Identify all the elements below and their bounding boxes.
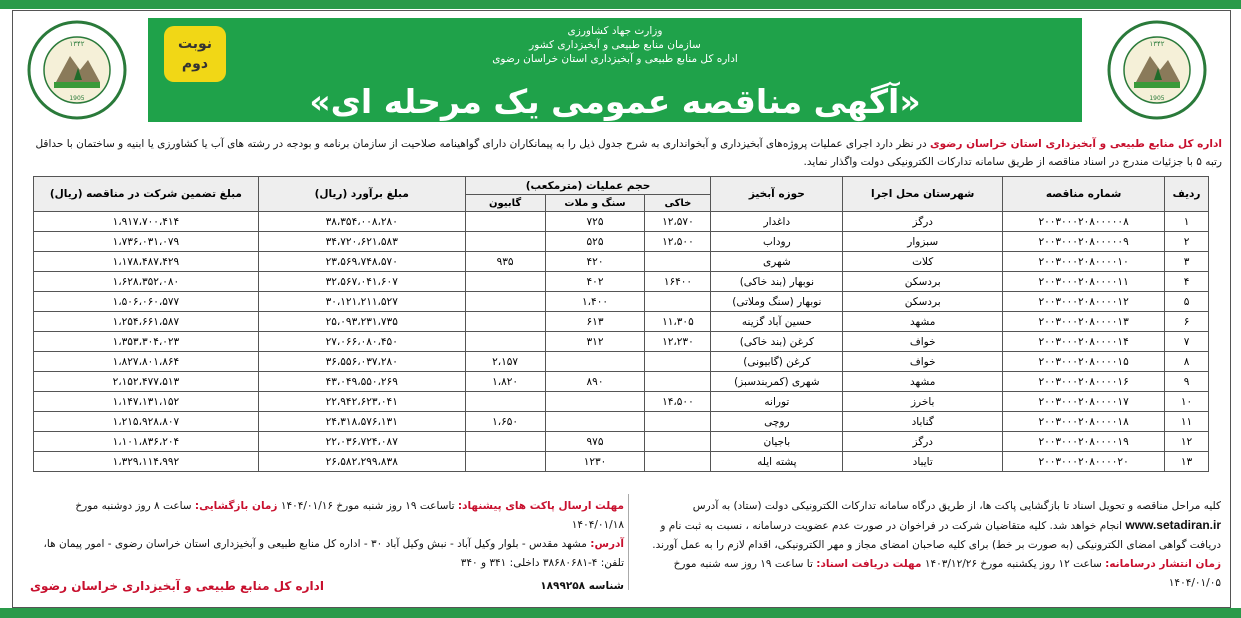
round-badge: [164, 26, 226, 82]
cell-gabion: ۲،۱۵۷: [465, 352, 545, 372]
cell-estimate: ۲۴،۳۱۸،۵۷۶،۱۳۱: [258, 412, 465, 432]
cell-basin: کرغن (گابیونی): [711, 352, 843, 372]
cell-stone: ۳۱۲: [545, 332, 645, 352]
cell-gabion: [465, 232, 545, 252]
cell-earth: ۱۱،۳۰۵: [645, 312, 711, 332]
cell-row-number: ۱۲: [1165, 432, 1209, 452]
cell-gabion: ۹۳۵: [465, 252, 545, 272]
footer-org-name: اداره کل منابع طبیعی و آبخیزداری خراسان رضوی: [30, 579, 324, 593]
cell-guarantee: ۲،۱۵۲،۴۷۷،۵۱۳: [34, 372, 259, 392]
cell-tender-number: ۲۰۰۳۰۰۰۲۰۸۰۰۰۰۱۰: [1003, 252, 1165, 272]
header-gabion: گابیون: [465, 195, 545, 212]
procedure-text-2: انجام خواهد شد. کلیه متقاضیان شرکت در فراخوان در صورت عدم عضویت درسامانه ، نسبت به ثبت نام و دریافت گواهی امضای الکترونیکی (به صورت بر خط) برای کلیه صاحبان امضای مجاز و مهر الکترونیکی، اقدام لازم را به عمل آورند.: [652, 520, 1221, 551]
header-tender-number: شماره مناقصه: [1003, 177, 1165, 212]
intro-text: در نظر دارد اجرای عملیات پروژه‌های آبخیزداری و آبخوانداری به شرح جدول ذیل را به پیمانکاران دارای گواهینامه صلاحیت از سازمان برنامه و بودجه در رشته های آب یا کشاورزی یا ابنیه و ساختمان با حداقل رتبه ۵ با جزئیات مندرج در اسناد مناقصه از طریق سامانه تدارکات الکترونیکی دولت واگذار نماید.: [35, 138, 1222, 168]
opening-time-label: زمان بازگشایی:: [194, 500, 278, 512]
tender-table: [33, 176, 1209, 472]
header-guarantee: مبلغ تضمین شرکت در مناقصه (ریال): [34, 177, 259, 212]
cell-estimate: ۳۶،۵۵۶،۰۳۷،۲۸۰: [258, 352, 465, 372]
table-row: [34, 292, 1209, 312]
cell-guarantee: ۱،۷۳۶،۰۳۱،۰۷۹: [34, 232, 259, 252]
footer-row: [30, 577, 624, 596]
document-deadline-label: مهلت دریافت اسناد:: [816, 558, 922, 570]
intro-paragraph: [22, 135, 1222, 171]
cell-city: باخرز: [843, 392, 1003, 412]
banner-org-lines: [148, 24, 1082, 66]
cell-tender-number: ۲۰۰۳۰۰۰۲۰۸۰۰۰۰۱۳: [1003, 312, 1165, 332]
cell-gabion: [465, 292, 545, 312]
cell-tender-number: ۲۰۰۳۰۰۰۲۰۸۰۰۰۰۱۲: [1003, 292, 1165, 312]
header-earth: خاکی: [645, 195, 711, 212]
cell-guarantee: ۱،۲۱۵،۹۲۸،۸۰۷: [34, 412, 259, 432]
cell-city: بردسکن: [843, 272, 1003, 292]
cell-estimate: ۳۰،۱۲۱،۲۱۱،۵۲۷: [258, 292, 465, 312]
cell-city: خواف: [843, 352, 1003, 372]
cell-city: بردسکن: [843, 292, 1003, 312]
cell-earth: ۱۲،۵۷۰: [645, 212, 711, 232]
cell-row-number: ۲: [1165, 232, 1209, 252]
table-row: [34, 412, 1209, 432]
cell-estimate: ۳۲،۵۶۷،۰۴۱،۶۰۷: [258, 272, 465, 292]
cell-tender-number: ۲۰۰۳۰۰۰۲۰۸۰۰۰۰۱۷: [1003, 392, 1165, 412]
cell-row-number: ۱۱: [1165, 412, 1209, 432]
cell-earth: [645, 292, 711, 312]
cell-basin: روچی: [711, 412, 843, 432]
cell-gabion: [465, 392, 545, 412]
submission-deadline-text: تاساعت ۱۹ روز شنبه مورخ ۱۴۰۴/۰۱/۱۶: [277, 500, 458, 512]
cell-guarantee: ۱،۶۲۸،۳۵۲،۰۸۰: [34, 272, 259, 292]
table-row: [34, 452, 1209, 472]
cell-earth: [645, 452, 711, 472]
table-row: [34, 252, 1209, 272]
cell-city: تایباد: [843, 452, 1003, 472]
cell-guarantee: ۱،۱۷۸،۴۸۷،۴۲۹: [34, 252, 259, 272]
cell-guarantee: ۱،۱۴۷،۱۳۱،۱۵۲: [34, 392, 259, 412]
cell-estimate: ۲۳،۵۶۹،۷۴۸،۵۷۰: [258, 252, 465, 272]
cell-stone: [545, 392, 645, 412]
cell-tender-number: ۲۰۰۳۰۰۰۲۰۸۰۰۰۰۰۸: [1003, 212, 1165, 232]
ad-title: «آگهی مناقصه عمومی یک مرحله ای»: [309, 82, 921, 121]
cell-stone: ۶۱۳: [545, 312, 645, 332]
cell-tender-number: ۲۰۰۳۰۰۰۲۰۸۰۰۰۰۱۸: [1003, 412, 1165, 432]
title-banner: [148, 18, 1082, 122]
cell-earth: [645, 412, 711, 432]
cell-row-number: ۵: [1165, 292, 1209, 312]
cell-gabion: ۱،۸۲۰: [465, 372, 545, 392]
cell-basin: داغدار: [711, 212, 843, 232]
cell-basin: نوبهار (سنگ وملاتی): [711, 292, 843, 312]
cell-basin: تورانه: [711, 392, 843, 412]
document-deadline-text: تا ساعت ۱۹ روز سه شنبه مورخ ۱۴۰۴/۰۱/۰۵: [673, 558, 1221, 589]
cell-tender-number: ۲۰۰۳۰۰۰۲۰۸۰۰۰۰۱۱: [1003, 272, 1165, 292]
cell-basin: حسین آباد گزینه: [711, 312, 843, 332]
cell-stone: ۱۲۳۰: [545, 452, 645, 472]
cell-city: خواف: [843, 332, 1003, 352]
footer-divider: [628, 494, 629, 590]
opening-time-text: ساعت ۸ روز دوشنبه مورخ ۱۴۰۴/۰۱/۱۸: [75, 500, 624, 531]
cell-gabion: [465, 452, 545, 472]
cell-stone: [545, 412, 645, 432]
cell-gabion: ۱،۶۵۰: [465, 412, 545, 432]
table-row: [34, 212, 1209, 232]
cell-basin: پشته ایله: [711, 452, 843, 472]
cell-basin: شهری: [711, 252, 843, 272]
office-name: اداره کل منابع طبیعی و آبخیزداری استان خراسان رضوی: [492, 53, 738, 65]
table-row: [34, 352, 1209, 372]
cell-stone: ۴۰۲: [545, 272, 645, 292]
cell-city: گناباد: [843, 412, 1003, 432]
organization-logo-right: [1098, 18, 1216, 122]
svg-text:۱۳۴۲: ۱۳۴۲: [69, 40, 85, 48]
cell-basin: کرغن (بند خاکی): [711, 332, 843, 352]
publish-time-text: ساعت ۱۲ روز یکشنبه مورخ ۱۴۰۳/۱۲/۲۶: [921, 558, 1106, 570]
svg-text:1905: 1905: [1149, 95, 1165, 102]
table-row: [34, 232, 1209, 252]
cell-estimate: ۲۲،۹۴۲،۶۲۳،۰۴۱: [258, 392, 465, 412]
cell-earth: [645, 352, 711, 372]
cell-gabion: [465, 432, 545, 452]
cell-guarantee: ۱،۹۱۷،۷۰۰،۴۱۴: [34, 212, 259, 232]
cell-estimate: ۳۸،۳۵۴،۰۰۸،۲۸۰: [258, 212, 465, 232]
cell-city: درگز: [843, 432, 1003, 452]
bottom-color-bar: [0, 608, 1241, 618]
cell-guarantee: ۱،۵۰۶،۰۶۰،۵۷۷: [34, 292, 259, 312]
cell-row-number: ۳: [1165, 252, 1209, 272]
cell-estimate: ۴۳،۰۴۹،۵۵۰،۲۶۹: [258, 372, 465, 392]
cell-tender-number: ۲۰۰۳۰۰۰۲۰۸۰۰۰۰۰۹: [1003, 232, 1165, 252]
publish-time-label: زمان انتشار درسامانه:: [1105, 558, 1221, 570]
cell-city: مشهد: [843, 372, 1003, 392]
cell-gabion: [465, 312, 545, 332]
table-row: [34, 392, 1209, 412]
cell-stone: ۷۲۵: [545, 212, 645, 232]
cell-stone: ۴۲۰: [545, 252, 645, 272]
svg-text:۱۳۴۲: ۱۳۴۲: [1149, 40, 1165, 48]
cell-tender-number: ۲۰۰۳۰۰۰۲۰۸۰۰۰۰۱۴: [1003, 332, 1165, 352]
header-city: شهرستان محل اجرا: [843, 177, 1003, 212]
table-row: [34, 432, 1209, 452]
cell-guarantee: ۱،۸۲۷،۸۰۱،۸۶۴: [34, 352, 259, 372]
cell-estimate: ۲۷،۰۶۶،۰۸۰،۴۵۰: [258, 332, 465, 352]
cell-stone: ۵۲۵: [545, 232, 645, 252]
round-label: نوبت: [177, 36, 213, 52]
cell-basin: باجیان: [711, 432, 843, 452]
cell-stone: ۱،۴۰۰: [545, 292, 645, 312]
intro-org-name: اداره کل منابع طبیعی و آبخیزداری استان خراسان رضوی: [930, 138, 1222, 150]
cell-estimate: ۲۲،۰۳۶،۷۲۴،۰۸۷: [258, 432, 465, 452]
cell-guarantee: ۱،۳۲۹،۱۱۴،۹۹۲: [34, 452, 259, 472]
cell-row-number: ۴: [1165, 272, 1209, 292]
cell-row-number: ۹: [1165, 372, 1209, 392]
cell-city: کلات: [843, 252, 1003, 272]
cell-row-number: ۶: [1165, 312, 1209, 332]
cell-row-number: ۱۰: [1165, 392, 1209, 412]
table-row: [34, 332, 1209, 352]
procedure-text-1: کلیه مراحل مناقصه و تحویل اسناد تا بازگشایی پاکت ها، از طریق درگاه سامانه تدارکات الکترونیکی دولت (ستاد) به آدرس: [692, 500, 1221, 512]
top-color-bar: [0, 0, 1241, 9]
address-label: آدرس:: [590, 538, 624, 550]
procedure-notes: [633, 497, 1221, 593]
organization-name: سازمان منابع طبیعی و آبخیزداری کشور: [529, 39, 701, 51]
cell-earth: [645, 372, 711, 392]
cell-gabion: [465, 212, 545, 232]
cell-earth: [645, 432, 711, 452]
cell-earth: ۱۶۴۰۰: [645, 272, 711, 292]
cell-tender-number: ۲۰۰۳۰۰۰۲۰۸۰۰۰۰۲۰: [1003, 452, 1165, 472]
cell-guarantee: ۱،۳۵۳،۳۰۴،۰۲۳: [34, 332, 259, 352]
cell-city: مشهد: [843, 312, 1003, 332]
cell-basin: نوبهار (بند خاکی): [711, 272, 843, 292]
header-estimate: مبلغ برآورد (ریال): [258, 177, 465, 212]
header-basin: حوزه آبخیز: [711, 177, 843, 212]
cell-gabion: [465, 332, 545, 352]
cell-estimate: ۳۴،۷۲۰،۶۲۱،۵۸۳: [258, 232, 465, 252]
cell-basin: روداب: [711, 232, 843, 252]
cell-estimate: ۲۵،۰۹۳،۲۳۱،۷۳۵: [258, 312, 465, 332]
header-stone: سنگ و ملات: [545, 195, 645, 212]
cell-gabion: [465, 272, 545, 292]
cell-estimate: ۲۶،۵۸۲،۲۹۹،۸۳۸: [258, 452, 465, 472]
round-value: دوم: [181, 56, 209, 72]
cell-earth: ۱۲،۵۰۰: [645, 232, 711, 252]
cell-stone: ۸۹۰: [545, 372, 645, 392]
cell-earth: ۱۲،۲۳۰: [645, 332, 711, 352]
cell-earth: [645, 252, 711, 272]
header-row-number: ردیف: [1165, 177, 1209, 212]
organization-logo-left: [18, 18, 136, 122]
submission-details: [30, 497, 624, 596]
cell-guarantee: ۱،۲۵۴،۶۶۱،۵۸۷: [34, 312, 259, 332]
svg-text:1905: 1905: [69, 95, 85, 102]
cell-guarantee: ۱،۱۰۱،۸۳۶،۲۰۴: [34, 432, 259, 452]
cell-city: درگز: [843, 212, 1003, 232]
cell-tender-number: ۲۰۰۳۰۰۰۲۰۸۰۰۰۰۱۶: [1003, 372, 1165, 392]
submission-deadline-label: مهلت ارسال پاکت های پیشنهاد:: [457, 500, 624, 512]
cell-row-number: ۸: [1165, 352, 1209, 372]
cell-earth: ۱۴،۵۰۰: [645, 392, 711, 412]
table-row: [34, 272, 1209, 292]
cell-tender-number: ۲۰۰۳۰۰۰۲۰۸۰۰۰۰۱۵: [1003, 352, 1165, 372]
cell-city: سبزوار: [843, 232, 1003, 252]
cell-basin: شهری (کمربندسبز): [711, 372, 843, 392]
cell-row-number: ۷: [1165, 332, 1209, 352]
cell-tender-number: ۲۰۰۳۰۰۰۲۰۸۰۰۰۰۱۹: [1003, 432, 1165, 452]
cell-stone: [545, 352, 645, 372]
setad-website-link[interactable]: www.setadiran.ir: [1125, 518, 1221, 532]
cell-row-number: ۱۳: [1165, 452, 1209, 472]
address-text: مشهد مقدس - بلوار وکیل آباد - نبش وکیل آباد ۳۰ - اداره کل منابع طبیعی و آبخیزداری استان خراسان رضوی - امور پیمان ها، تلفن: ۴-۳۸۶۸۰۶۸۱ داخلی: ۳۴۱ و ۳۴۰: [43, 538, 624, 569]
header-volume: حجم عملیات (مترمکعب): [465, 177, 711, 195]
ad-id: شناسه ۱۸۹۹۲۵۸: [540, 580, 624, 592]
table-row: [34, 312, 1209, 332]
cell-stone: ۹۷۵: [545, 432, 645, 452]
ministry-name: وزارت جهاد کشاورزی: [567, 25, 663, 37]
table-row: [34, 372, 1209, 392]
cell-row-number: ۱: [1165, 212, 1209, 232]
tender-table-body: [34, 212, 1209, 472]
